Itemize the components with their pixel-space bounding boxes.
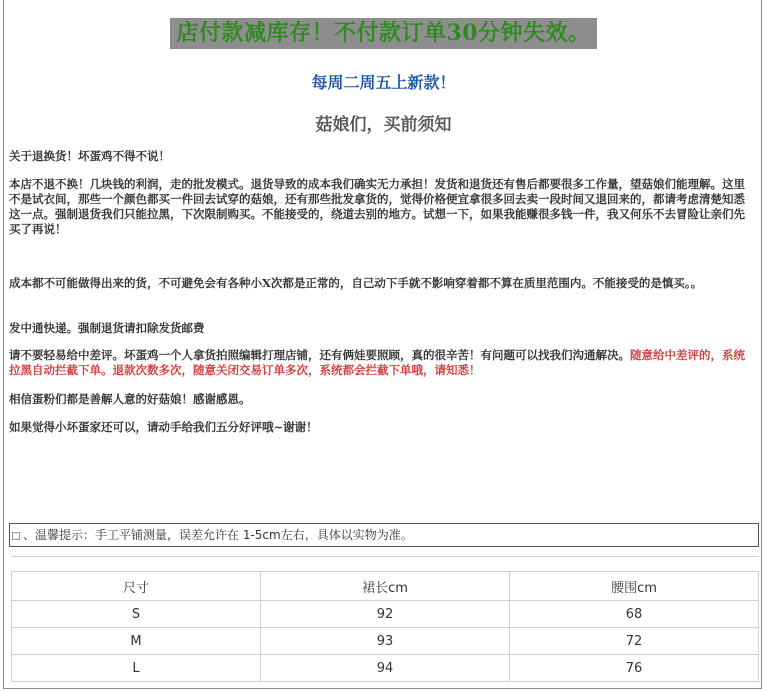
banner-container — [0, 18, 767, 49]
size-chart-area — [11, 556, 759, 689]
policy-reviews-warning: 随意给中差评的，系统拉黑自动拦截下单。退款次数多次，随意关闭交易订单多次，系统都会拦截下单哦，请知悉！ — [9, 348, 745, 377]
payment-banner: 店付款减库存！不付款订单30分钟失效。 — [170, 18, 596, 49]
new-arrivals-heading: 每周二周五上新款！ — [311, 73, 456, 92]
cell-size: M — [12, 628, 261, 655]
policy-reviews — [9, 348, 751, 378]
header-skirt-length: 裙长cm — [261, 572, 510, 601]
table-row — [12, 628, 759, 655]
cell-waist: 68 — [510, 601, 759, 628]
purchase-notice-title: 菇娘们，买前须知 — [315, 115, 452, 135]
cell-waist: 72 — [510, 628, 759, 655]
table-row — [12, 601, 759, 628]
header-waist: 腰围cm — [510, 572, 759, 601]
policy-shipping: 发中通快递。强制退货请扣除发货邮费 — [9, 321, 205, 335]
policy-quality: 成本都不可能做得出来的货，不可避免会有各种小X次都是正常的，自己动下手就不影响穿着都不算在质里范围内。不能接受的是慎买。。 — [9, 276, 703, 290]
size-chart-table — [11, 571, 759, 682]
policy-thanks: 相信蛋粉们都是善解人意的好菇娘！感谢感恩。 — [9, 392, 251, 406]
cell-waist: 76 — [510, 655, 759, 682]
header-size: 尺寸 — [12, 572, 261, 601]
tip-box-icon — [12, 532, 20, 540]
measurement-tip-text: 、温馨提示：手工平铺测量，误差允许在 1-5cm左右，具体以实物为准。 — [23, 528, 413, 542]
policy-return-heading: 关于退换货！坏蛋鸡不得不说！ — [9, 149, 170, 163]
cell-size: L — [12, 655, 261, 682]
cell-skirt-length: 92 — [261, 601, 510, 628]
cell-skirt-length: 93 — [261, 628, 510, 655]
policy-no-return: 本店不退不换！几块钱的利润，走的批发模式。退货导致的成本我们确实无力承担！发货和退货还有售后都要很多工作量，望菇娘们能理解。这里不是试衣间，那些一个颜色都买一件回去试穿的菇娘，还有那些批发拿货的，觉得价格便宜拿很多回去卖一段时间又退回来的，都请考虑清楚知悉这一点。强制退货我们只能拉黑，下次限制购买。不能接受的，绕道去别的地方。试想一下，如果我能赚很多钱一件，我又何乐不去冒险让亲们先买了再说！ — [9, 177, 745, 236]
cell-size: S — [12, 601, 261, 628]
policy-rating-request: 如果觉得小坏蛋家还可以，请动手给我们五分好评哦~谢谢！ — [9, 420, 318, 434]
policy-reviews-text: 请不要轻易给中差评。坏蛋鸡一个人拿货拍照编辑打理店铺，还有俩娃要照顾，真的很辛苦！有问题可以找我们沟通解决。 — [9, 348, 630, 362]
cell-skirt-length: 94 — [261, 655, 510, 682]
measurement-tip — [9, 523, 759, 547]
table-header-row — [12, 572, 759, 601]
table-row — [12, 655, 759, 682]
